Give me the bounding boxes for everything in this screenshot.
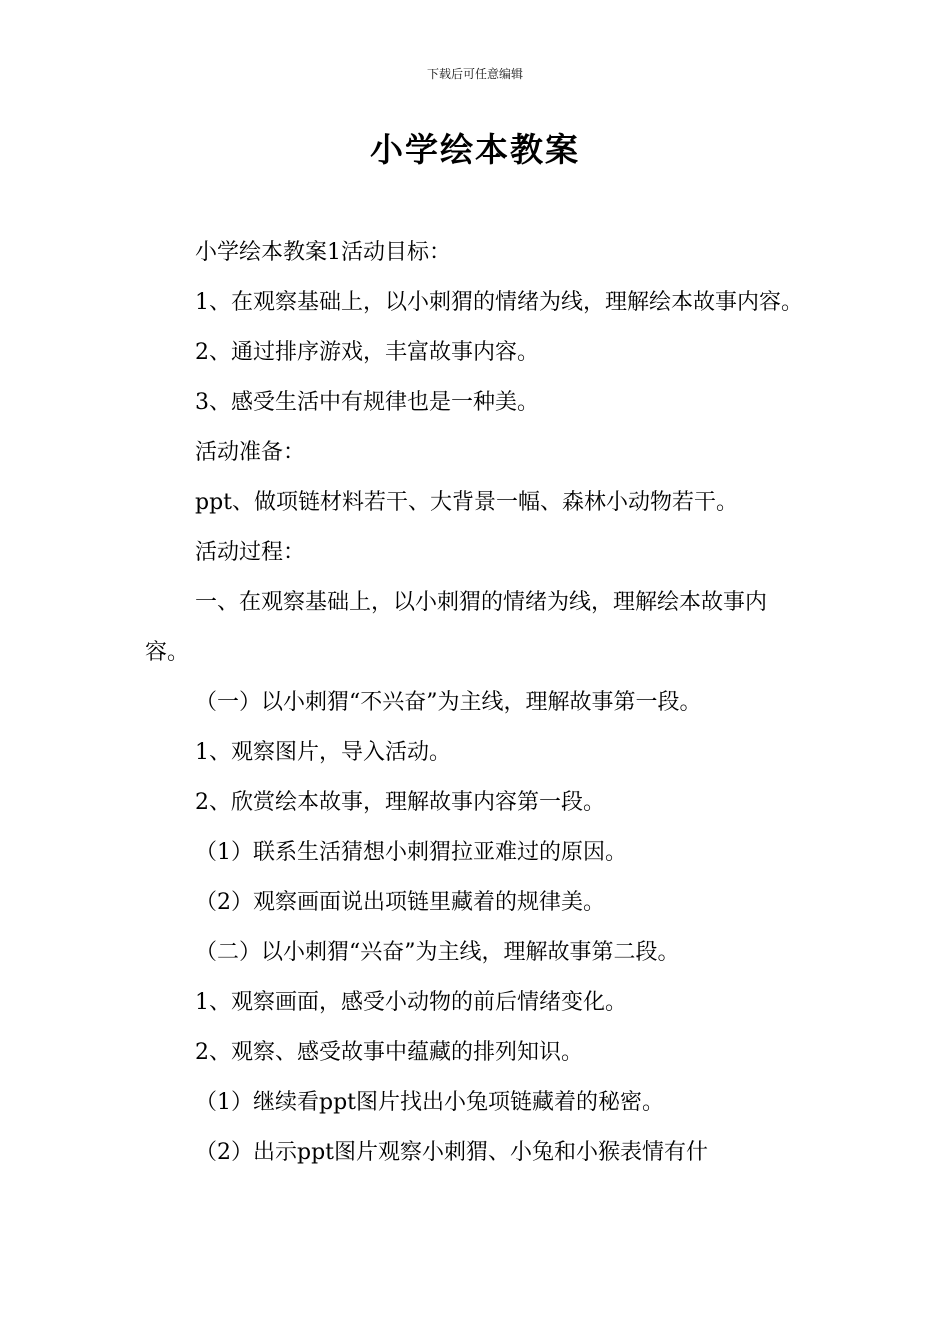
paragraph: 3、感受生活中有规律也是一种美。 <box>195 390 539 415</box>
paragraph: （2）出示ppt图片观察小刺猬、小兔和小猴表情有什 <box>195 1140 709 1165</box>
paragraph: 2、观察、感受故事中蕴藏的排列知识。 <box>195 1040 583 1065</box>
document-body <box>145 228 809 1178</box>
paragraph: （二）以小刺猬“兴奋”为主线，理解故事第二段。 <box>195 940 680 965</box>
paragraph: 2、通过排序游戏，丰富故事内容。 <box>195 340 539 365</box>
paragraph: 活动准备： <box>195 440 306 465</box>
paragraph: 1、观察画面，感受小动物的前后情绪变化。 <box>195 990 627 1015</box>
paragraph: 1、在观察基础上，以小刺猬的情绪为线，理解绘本故事内容。 <box>195 290 803 315</box>
paragraph: 一、在观察基础上，以小刺猬的情绪为线，理解绘本故事内容。 <box>145 590 768 665</box>
paragraph: 2、欣赏绘本故事，理解故事内容第一段。 <box>195 790 605 815</box>
paragraph: 活动过程： <box>195 540 306 565</box>
paragraph: 小学绘本教案1活动目标： <box>195 240 451 265</box>
paragraph: ppt、做项链材料若干、大背景一幅、森林小动物若干。 <box>195 490 739 515</box>
page-header-note: 下载后可任意编辑 <box>426 67 523 81</box>
paragraph: 1、观察图片，导入活动。 <box>195 740 451 765</box>
paragraph: （1）继续看ppt图片找出小兔项链藏着的秘密。 <box>195 1090 665 1115</box>
document-title: 小学绘本教案 <box>370 130 580 169</box>
paragraph: （一）以小刺猬“不兴奋”为主线，理解故事第一段。 <box>195 690 702 715</box>
paragraph: （2）观察画面说出项链里藏着的规律美。 <box>195 890 605 915</box>
paragraph: （1）联系生活猜想小刺猬拉亚难过的原因。 <box>195 840 627 865</box>
